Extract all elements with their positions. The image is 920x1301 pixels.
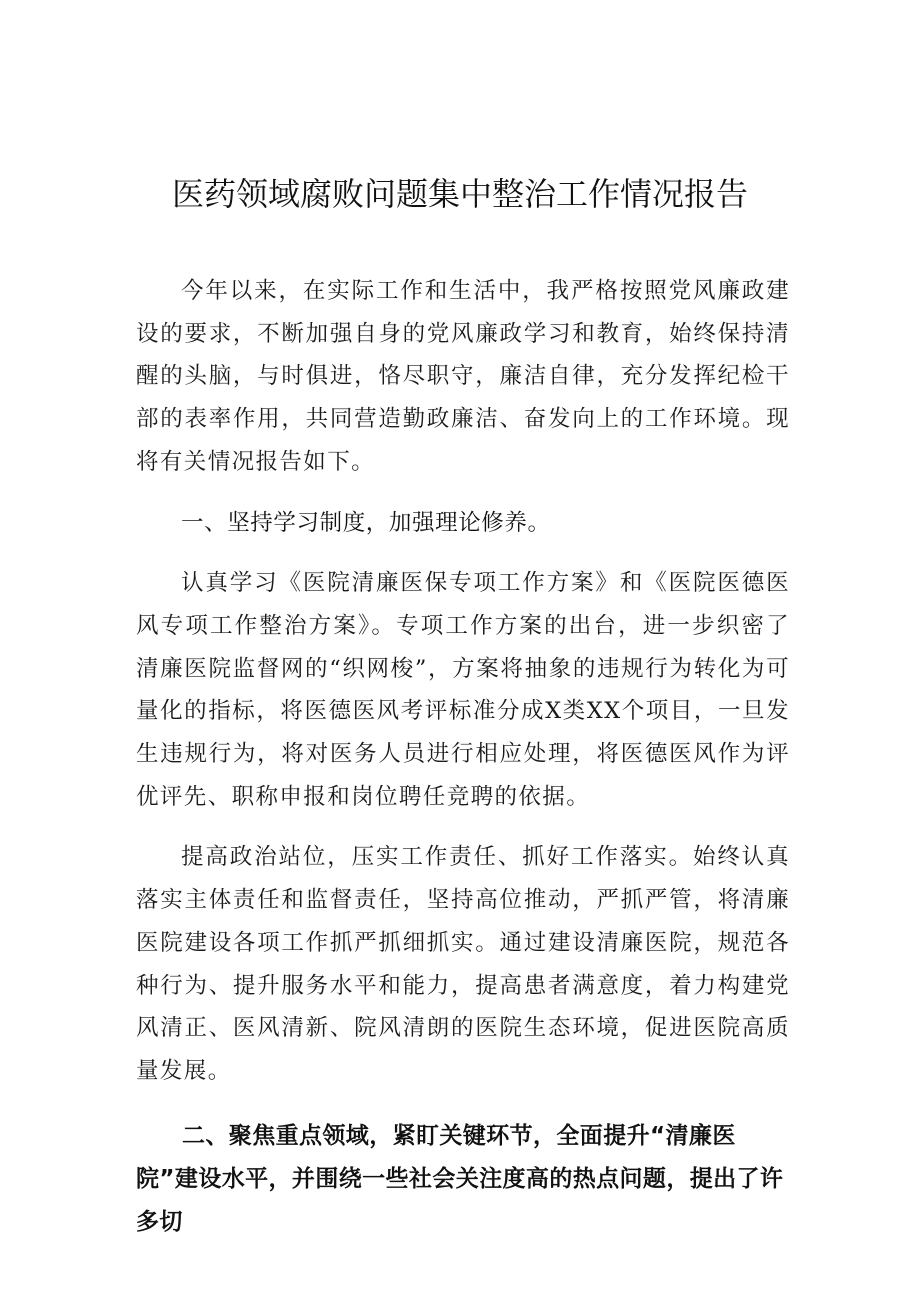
document-body: [136, 270, 790, 1244]
body-paragraph-study: 认真学习《医院清廉医保专项工作方案》和《医院医德医风专项工作整治方案》。专项工作方案的出台，进一步织密了清廉医院监督网的“织网梭”，方案将抽象的违规行为转化为可量化的指标，将医德医风考评标准分成X类XX个项目，一旦发生违规行为，将对医务人员进行相应处理，将医德医风作为评优评先、职称申报和岗位聘任竞聘的依据。: [136, 570, 790, 810]
paragraph-gap: [136, 818, 790, 836]
section-heading-2: 二、聚焦重点领域，紧盯关键环节，全面提升“清廉医院”建设水平，并围绕一些社会关注度高的热点问题，提出了许多切: [136, 1122, 784, 1235]
intro-paragraph: 今年以来，在实际工作和生活中，我严格按照党风廉政建设的要求，不断加强自身的党风廉政学习和教育，始终保持清醒的头脑，与时俱进，恪尽职守，廉洁自律，充分发挥纪检干部的表率作用，共同营造勤政廉洁、奋发向上的工作环境。现将有关情况报告如下。: [136, 278, 790, 475]
section-heading-1: 一、坚持学习制度，加强理论修养。: [181, 509, 551, 536]
body-paragraph-responsibility: 提高政治站位，压实工作责任、抓好工作落实。始终认真落实主体责任和监督责任，坚持高位推动，严抓严管，将清廉医院建设各项工作抓严抓细抓实。通过建设清廉医院，规范各种行为、提升服务水平和能力，提高患者满意度，着力构建党风清正、医风清新、院风清朗的医院生态环境，促进医院高质量发展。: [136, 844, 790, 1084]
paragraph-gap: [136, 544, 790, 562]
document-title: 医药领域腐败问题集中整治工作情况报告: [171, 175, 748, 213]
paragraph-gap: [136, 484, 790, 502]
